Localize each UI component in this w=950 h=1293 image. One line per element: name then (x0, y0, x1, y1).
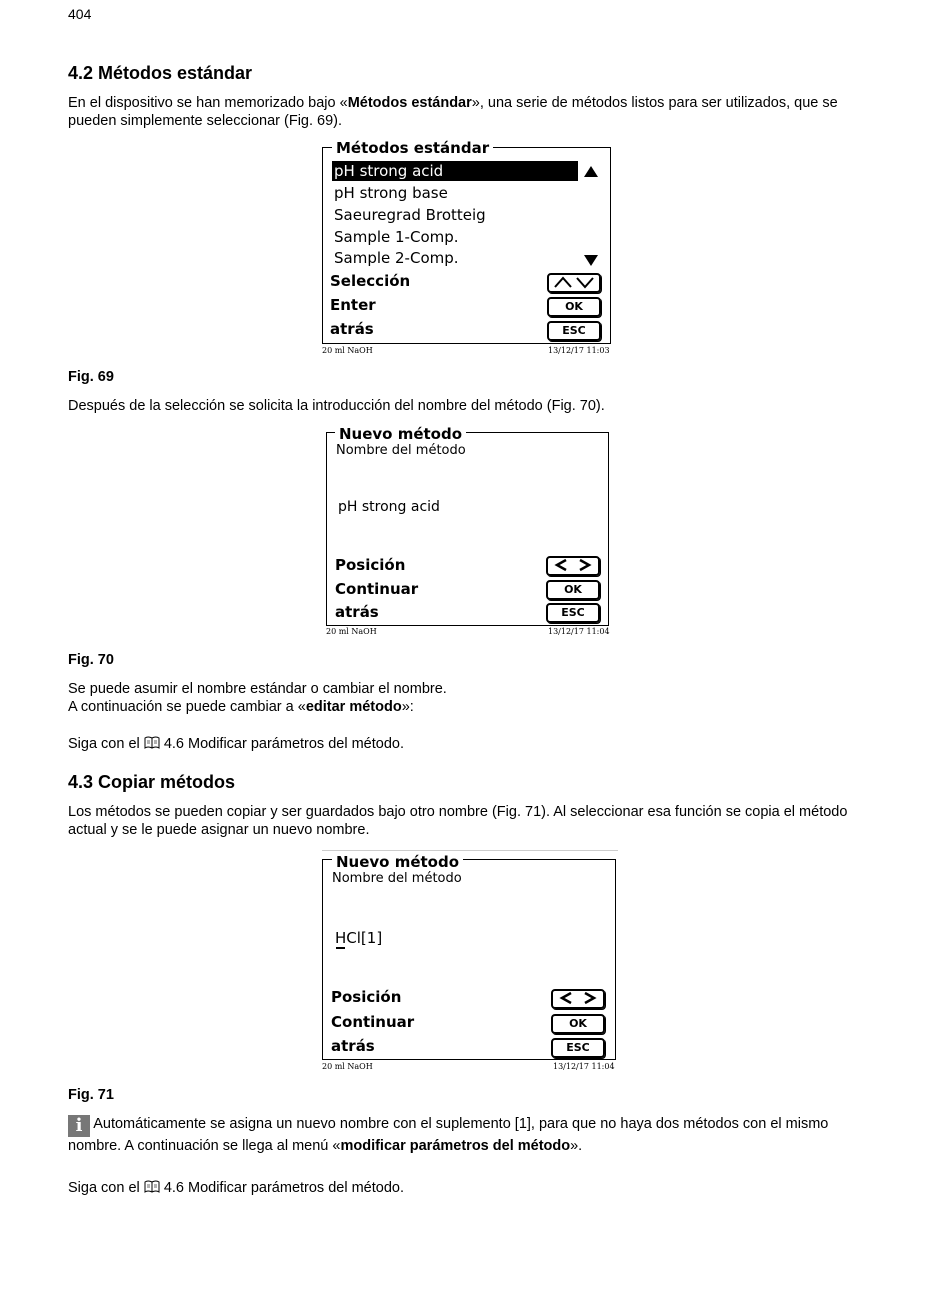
select-button[interactable] (547, 273, 601, 293)
note-text-end: ». (570, 1138, 583, 1154)
status-reagent: 20 ml NaOH (322, 1062, 373, 1071)
left-right-arrows-icon (555, 991, 601, 1005)
text: Siga con el (68, 1180, 140, 1196)
see-reference-2[interactable] (68, 1179, 873, 1197)
screen-subtitle: Nombre del método (336, 443, 466, 458)
paragraph-after-fig69: Después de la selección se solicita la introducción del nombre del método (Fig. 70). (68, 398, 605, 414)
status-datetime: 13/12/17 11:03 (548, 346, 610, 355)
key-label-posicion: Posición (331, 988, 402, 1006)
key-label-posicion: Posición (335, 556, 406, 574)
status-reagent: 20 ml NaOH (326, 627, 377, 636)
key-label-atras: atrás (335, 603, 379, 621)
key-label-continuar: Continuar (335, 580, 419, 598)
ok-button[interactable]: OK (551, 1014, 605, 1034)
status-datetime: 13/12/17 11:04 (553, 1062, 615, 1071)
list-item[interactable]: Sample 2-Comp. (334, 249, 459, 267)
esc-button[interactable]: ESC (546, 603, 600, 623)
reference-link[interactable]: 4.6 Modificar parámetros del método. (163, 736, 404, 752)
screen-subtitle: Nombre del método (332, 871, 462, 886)
paragraph-after-fig70 (68, 680, 873, 716)
section-heading-4-3: 4.3 Copiar métodos (68, 772, 236, 792)
fig69-caption: Fig. 69 (68, 369, 114, 385)
scroll-down-icon[interactable] (584, 255, 598, 266)
section-heading-4-2: 4.2 Métodos estándar (68, 63, 253, 83)
intro-bold: Métodos estándar (347, 95, 472, 111)
ok-button[interactable]: OK (546, 580, 600, 600)
esc-button[interactable]: ESC (547, 321, 601, 341)
position-button[interactable] (546, 556, 600, 576)
fig69-screen (322, 140, 612, 358)
note-bold: modificar parámetros del método (340, 1138, 571, 1154)
key-label-continuar: Continuar (331, 1013, 415, 1031)
see-reference-1[interactable] (68, 735, 873, 753)
info-note (68, 1115, 873, 1155)
intro-text: En el dispositivo se han memorizado bajo « (68, 95, 348, 111)
fig70-caption: Fig. 70 (68, 652, 114, 668)
screen-title: Nuevo método (332, 854, 463, 870)
fig71-caption: Fig. 71 (68, 1087, 114, 1103)
intro-text-end: », una serie de métodos listos para ser utilizados, que se pueden simplemente seleccionar (Fig. 69). (68, 95, 838, 129)
section-4-2-intro (68, 94, 873, 130)
key-label-atras: atrás (330, 320, 374, 338)
page-number: 404 (68, 6, 92, 22)
reference-link[interactable]: 4.6 Modificar parámetros del método. (163, 1180, 404, 1196)
status-datetime: 13/12/17 11:04 (548, 627, 610, 636)
text-line: Se puede asumir el nombre estándar o cambiar el nombre. (68, 681, 447, 697)
method-name-field[interactable]: pH strong acid (338, 499, 440, 515)
left-right-arrows-icon (550, 558, 596, 572)
position-button[interactable] (551, 989, 605, 1009)
text-cursor (336, 947, 345, 949)
fig70-screen (326, 426, 610, 640)
text: Siga con el (68, 736, 140, 752)
text-line (68, 698, 873, 716)
esc-button[interactable]: ESC (551, 1038, 605, 1058)
list-item-selected[interactable]: pH strong acid (332, 161, 578, 181)
up-down-arrows-icon (551, 275, 597, 289)
section-4-3-intro: Los métodos se pueden copiar y ser guardados bajo otro nombre (Fig. 71). Al seleccionar esa función se copia el método actual y se le puede asignar un nuevo nombre. (68, 804, 848, 838)
key-label-seleccion: Selección (330, 272, 411, 290)
screen-title: Métodos estándar (332, 140, 493, 156)
key-label-atras: atrás (331, 1037, 375, 1055)
book-icon (144, 1180, 160, 1193)
key-label-enter: Enter (330, 296, 376, 314)
list-item[interactable]: pH strong base (334, 184, 448, 202)
method-name-field[interactable]: HCl[1] (335, 929, 383, 947)
book-icon (144, 736, 160, 749)
bold-text: editar método (305, 699, 402, 715)
text: A continuación se puede cambiar a « (68, 699, 306, 715)
ok-button[interactable]: OK (547, 297, 601, 317)
screen-title: Nuevo método (335, 426, 466, 442)
list-item[interactable]: Sample 1-Comp. (334, 228, 459, 246)
text: »: (401, 699, 414, 715)
info-icon: i (68, 1115, 90, 1137)
status-reagent: 20 ml NaOH (322, 346, 373, 355)
top-divider (322, 850, 618, 851)
note-text: Automáticamente se asigna un nuevo nombre con el suplemento [1], para que no haya dos métodos con el mismo nombre. A continuación se llega al menú « (68, 1116, 829, 1154)
list-item[interactable]: Saeuregrad Brotteig (334, 206, 486, 224)
scroll-up-icon[interactable] (584, 166, 598, 177)
fig71-screen (322, 850, 618, 1076)
